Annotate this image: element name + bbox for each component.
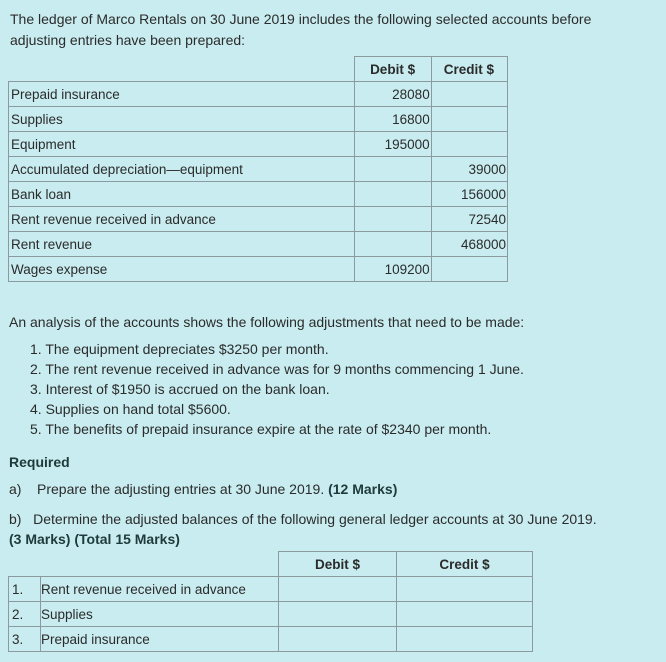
ledger-header-debit: Debit $ (355, 57, 431, 82)
intro-text: The ledger of Marco Rentals on 30 June 2019 includes the following selected accounts before adjusting entries have been prepared: (10, 11, 592, 48)
account-name: Supplies (9, 107, 355, 132)
question-a-text: Prepare the adjusting entries at 30 June 2019. (37, 481, 325, 497)
credit-cell[interactable] (397, 602, 533, 627)
credit-cell[interactable] (397, 627, 533, 652)
row-number: 1. (9, 577, 41, 602)
table-row (9, 627, 533, 652)
table-row (9, 207, 508, 232)
list-item: 2. The rent revenue received in advance was for 9 months commencing 1 June. (30, 361, 524, 377)
debit-value (355, 157, 431, 182)
account-name: Accumulated depreciation—equipment (9, 157, 355, 182)
list-item: 5. The benefits of prepaid insurance expire at the rate of $2340 per month. (30, 421, 492, 437)
balances-table (8, 551, 533, 652)
account-name: Rent revenue (9, 232, 355, 257)
balances-header-credit: Credit $ (397, 552, 533, 577)
ledger-header-credit: Credit $ (431, 57, 507, 82)
row-number: 3. (9, 627, 41, 652)
table-row (9, 257, 508, 282)
account-name: Prepaid insurance (9, 82, 355, 107)
credit-value: 468000 (431, 232, 507, 257)
debit-cell[interactable] (279, 577, 397, 602)
debit-value (355, 207, 431, 232)
question-b-text: Determine the adjusted balances of the following general ledger accounts at 30 June 2019. (33, 511, 597, 527)
debit-value: 16800 (355, 107, 431, 132)
balances-header-blank (9, 552, 41, 577)
credit-value (431, 132, 507, 157)
debit-value (355, 182, 431, 207)
debit-value: 28080 (355, 82, 431, 107)
list-item: 3. Interest of $1950 is accrued on the bank loan. (30, 381, 330, 397)
question-a (9, 481, 397, 497)
table-row (9, 82, 508, 107)
credit-value: 156000 (431, 182, 507, 207)
account-name: Prepaid insurance (41, 627, 279, 652)
row-number: 2. (9, 602, 41, 627)
account-name: Equipment (9, 132, 355, 157)
table-row (9, 232, 508, 257)
account-name: Bank loan (9, 182, 355, 207)
table-row (9, 107, 508, 132)
balances-header-blank (41, 552, 279, 577)
account-name: Wages expense (9, 257, 355, 282)
debit-value: 109200 (355, 257, 431, 282)
list-item: 1. The equipment depreciates $3250 per month. (30, 341, 329, 357)
table-row (9, 132, 508, 157)
question-a-marks: (12 Marks) (328, 481, 398, 497)
account-name: Rent revenue received in advance (41, 577, 279, 602)
table-row (9, 602, 533, 627)
credit-value: 72540 (431, 207, 507, 232)
credit-value (431, 257, 507, 282)
balances-header-debit: Debit $ (279, 552, 397, 577)
account-name: Supplies (41, 602, 279, 627)
question-a-label: a) (9, 481, 22, 497)
credit-value (431, 82, 507, 107)
credit-cell[interactable] (397, 577, 533, 602)
ledger-table (8, 56, 508, 282)
balances-header-row (9, 552, 533, 577)
debit-cell[interactable] (279, 627, 397, 652)
required-heading: Required (9, 454, 70, 470)
question-b-label: b) (9, 511, 22, 527)
table-row (9, 157, 508, 182)
debit-value: 195000 (355, 132, 431, 157)
list-item: 4. Supplies on hand total $5600. (30, 401, 231, 417)
ledger-header-row (9, 57, 508, 82)
credit-value (431, 107, 507, 132)
table-row (9, 182, 508, 207)
account-name: Rent revenue received in advance (9, 207, 355, 232)
ledger-header-blank (9, 57, 355, 82)
table-row (9, 577, 533, 602)
debit-value (355, 232, 431, 257)
question-b (9, 509, 659, 549)
analysis-intro: An analysis of the accounts shows the following adjustments that need to be made: (9, 314, 525, 330)
credit-value: 39000 (431, 157, 507, 182)
debit-cell[interactable] (279, 602, 397, 627)
question-b-marks: (3 Marks) (Total 15 Marks) (9, 531, 180, 547)
adjustments-list (30, 339, 524, 439)
